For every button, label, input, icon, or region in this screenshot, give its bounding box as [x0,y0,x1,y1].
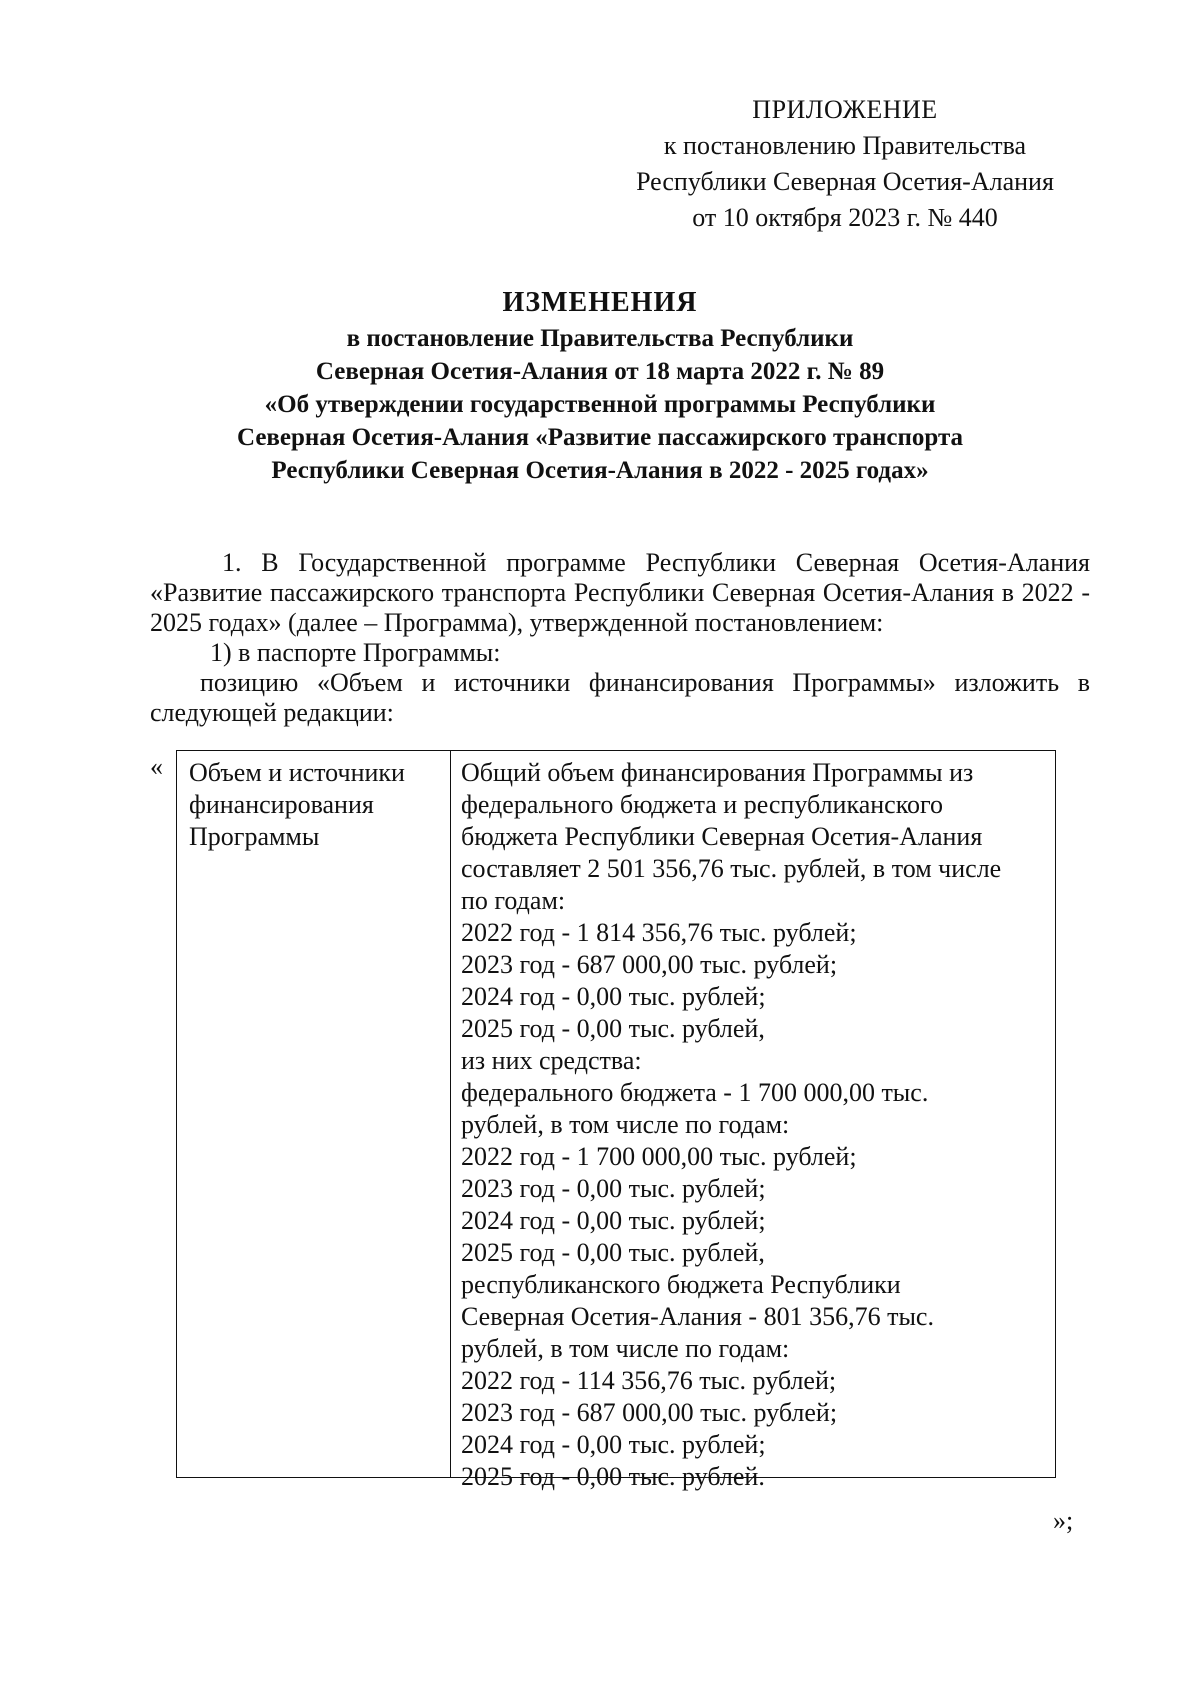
heading-line: «Об утверждении государственной программы Республики [264,391,936,418]
table-cell-line: федерального бюджета - 1 700 000,00 тыс. [461,1078,929,1107]
table-cell-line: 2023 год - 0,00 тыс. рублей; [461,1174,766,1203]
body-paragraph: позицию «Объем и источники финансирования Программы» изложить в следующей редакции: [150,668,1090,727]
heading-line: Республики Северная Осетия-Алания в 2022 - 2025 годах» [271,457,929,484]
table-cell-line: Общий объем финансирования Программы из [461,758,974,787]
table-cell-line: федерального бюджета и республиканского [461,790,944,819]
table-cell-line: 2024 год - 0,00 тыс. рублей; [461,982,766,1011]
table-cell-line: 2025 год - 0,00 тыс. рублей. [461,1462,765,1491]
closing-quote-mark: »; [1053,1506,1074,1535]
table-cell-line: Северная Осетия-Алания - 801 356,76 тыс. [461,1302,934,1331]
appendix-title: ПРИЛОЖЕНИЕ [752,95,938,124]
table-cell-line: 2022 год - 1 700 000,00 тыс. рублей; [461,1142,857,1171]
table-cell-line: 2022 год - 114 356,76 тыс. рублей; [461,1366,837,1395]
table-cell-line: Программы [189,822,320,851]
table-cell-line: 2024 год - 0,00 тыс. рублей; [461,1430,766,1459]
table-column-divider [450,751,451,1477]
table-cell-line: 2022 год - 1 814 356,76 тыс. рублей; [461,918,857,947]
table-cell-line: рублей, в том числе по годам: [461,1334,790,1363]
heading-line: Северная Осетия-Алания «Развитие пассажирского транспорта [236,424,964,451]
appendix-line: к постановлению Правительства [663,131,1027,160]
table-cell-line: из них средства: [461,1046,642,1075]
appendix-line: Республики Северная Осетия-Алания [636,167,1054,196]
table-cell-line: финансирования [189,790,374,819]
heading-line: в постановление Правительства Республики [346,325,854,352]
document-heading [150,284,1050,487]
table-cell-line: по годам: [461,886,566,915]
financing-table [176,750,1056,1491]
table-cell-line: 2025 год - 0,00 тыс. рублей, [461,1014,765,1043]
heading-title: ИЗМЕНЕНИЯ [502,287,698,318]
table-cell-content [461,757,1046,1493]
table-cell-label [189,757,439,853]
table-cell-line: составляет 2 501 356,76 тыс. рублей, в том числе [461,854,1002,883]
appendix-block [600,92,1090,236]
table-cell-line: рублей, в том числе по годам: [461,1110,790,1139]
table-cell-line: 2023 год - 687 000,00 тыс. рублей; [461,950,838,979]
body-paragraph: 1) в паспорте Программы: [210,638,501,667]
heading-line: Северная Осетия-Алания от 18 марта 2022 г. № 89 [315,358,885,385]
table-cell-line: 2023 год - 687 000,00 тыс. рублей; [461,1398,838,1427]
appendix-line: от 10 октября 2023 г. № 440 [692,203,998,232]
table-cell-line: 2025 год - 0,00 тыс. рублей, [461,1238,765,1267]
body-paragraph: 1. В Государственной программе Республики Северная Осетия-Алания «Развитие пассажирского транспорта Республики Северная Осетия-Алания в 2022 - 2025 годах» (далее – Программа), утвержденной постановлением: [150,548,1090,637]
opening-quote-mark: « [150,752,163,781]
table-cell-line: 2024 год - 0,00 тыс. рублей; [461,1206,766,1235]
table-cell-line: Объем и источники [189,758,405,787]
table-cell-line: бюджета Республики Северная Осетия-Алания [461,822,983,851]
table-cell-line: республиканского бюджета Республики [461,1270,901,1299]
body-text [150,548,1090,728]
